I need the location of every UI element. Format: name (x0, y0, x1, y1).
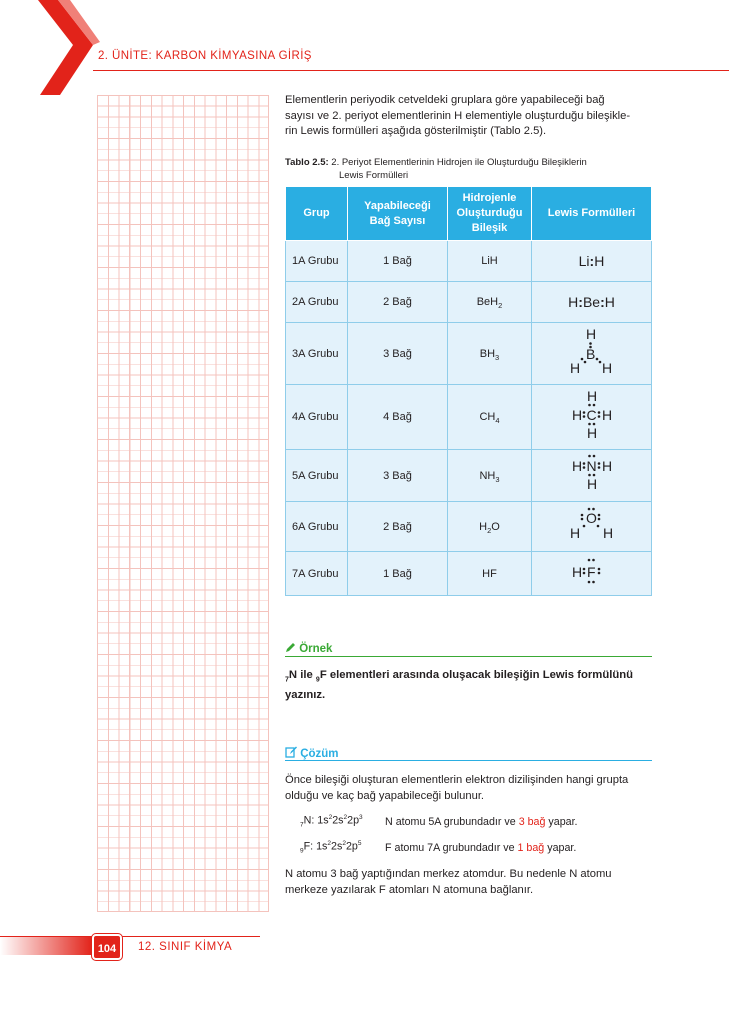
svg-text:H: H (601, 406, 612, 423)
n-config: $_7$N: $1s^22s^22p^3$ (300, 814, 363, 829)
col-bonds: Yapabileceği Bağ Sayısı (348, 187, 448, 241)
svg-text:H: H (569, 360, 580, 376)
svg-text:H: H (586, 424, 597, 441)
lewis-beh2: H:Be:H (568, 294, 615, 310)
n-explanation: N atomu 5A grubundadır ve 3 bağ yapar. (385, 816, 578, 828)
page-number: 104 (92, 934, 122, 960)
example-rule (285, 656, 652, 657)
svg-text:H: H (571, 458, 582, 474)
svg-text:H: H (585, 326, 596, 342)
lewis-nh3 (562, 452, 622, 496)
example-heading: Örnek (285, 642, 332, 655)
f-config: $_9$F: $1s^22s^22p^5$ (300, 840, 362, 855)
solution-rule (285, 760, 652, 761)
book-title: 12. SINIF KİMYA (138, 941, 233, 953)
solution-heading: Çözüm (285, 746, 339, 760)
svg-text:H: H (571, 406, 582, 423)
footer-gradient (0, 937, 92, 955)
solution-conclusion: N atomu 3 bağ yaptığından merkez atomdur. Bu nedenle N atomu merkeze yazılarak F atomları N atomuna bağlanır. (285, 868, 612, 896)
svg-text:F: F (586, 564, 596, 580)
svg-text:C: C (586, 406, 597, 423)
table-caption: Tablo 2.5: 2. Periyot Elementlerinin Hidrojen ile Oluşturduğu Bileşiklerin Lewis Formülleri (285, 157, 587, 181)
svg-text:O: O (585, 510, 597, 526)
lewis-ch4 (562, 388, 622, 444)
edit-icon (285, 746, 297, 758)
pencil-icon (285, 642, 296, 653)
svg-text:N: N (586, 458, 597, 474)
svg-text:H: H (602, 525, 613, 541)
col-compound: Hidrojenle Oluşturduğu Bileşik (448, 187, 532, 241)
svg-text:H: H (601, 360, 612, 376)
table-row: 1A Grubu 1 Bağ LiH Li:H (286, 241, 652, 282)
header-stripe (0, 0, 120, 95)
svg-text:H: H (586, 476, 597, 492)
table-row: 7A Grubu 1 Bağ HF H F (286, 552, 652, 596)
lewis-lih: Li:H (578, 253, 605, 269)
col-lewis: Lewis Formülleri (532, 187, 652, 241)
svg-text:H: H (586, 387, 597, 404)
lewis-hf (562, 555, 622, 589)
table-row: 4A Grubu 4 Bağ $CH_4$ H H C H H (286, 385, 652, 450)
svg-text:H: H (569, 525, 580, 541)
lewis-table (285, 186, 652, 596)
svg-text:H: H (601, 458, 612, 474)
example-question: $_7$N ile $_9$F elementleri arasında oluşacak bileşiğin Lewis formülünü yazınız. (285, 669, 634, 701)
col-group: Grup (286, 187, 348, 241)
table-row: 2A Grubu 2 Bağ BeH$_2$ H:Be:H (286, 282, 652, 323)
header-rule (93, 70, 729, 71)
lewis-bh3 (562, 326, 622, 378)
svg-text:B: B (585, 346, 595, 362)
table-row: 6A Grubu 2 Bağ $H_2O$ O H H (286, 502, 652, 552)
svg-text:H: H (571, 564, 582, 580)
table-row: 5A Grubu 3 Bağ $NH_3$ H N H H (286, 450, 652, 502)
intro-paragraph: Elementlerin periyodik cetveldeki gruplara göre yapabileceği bağ sayısı ve 2. periyot elementlerinin H elementiyle oluşturduğu bileşikle- rin Lewis formülleri aşağıda gösterilmiştir (Tablo 2.5). (285, 94, 631, 138)
f-explanation: F atomu 7A grubundadır ve 1 bağ yapar. (385, 842, 577, 854)
unit-title: 2. ÜNİTE: KARBON KİMYASINA GİRİŞ (98, 50, 312, 62)
notes-grid (97, 95, 269, 912)
table-row: 3A Grubu 3 Bağ $BH_3$ H B H H (286, 323, 652, 385)
solution-intro: Önce bileşiği oluşturan elementlerin elektron dizilişinden hangi grupta olduğu ve kaç bağ yapabileceği bulunur. (285, 774, 629, 802)
lewis-h2o (562, 505, 622, 545)
